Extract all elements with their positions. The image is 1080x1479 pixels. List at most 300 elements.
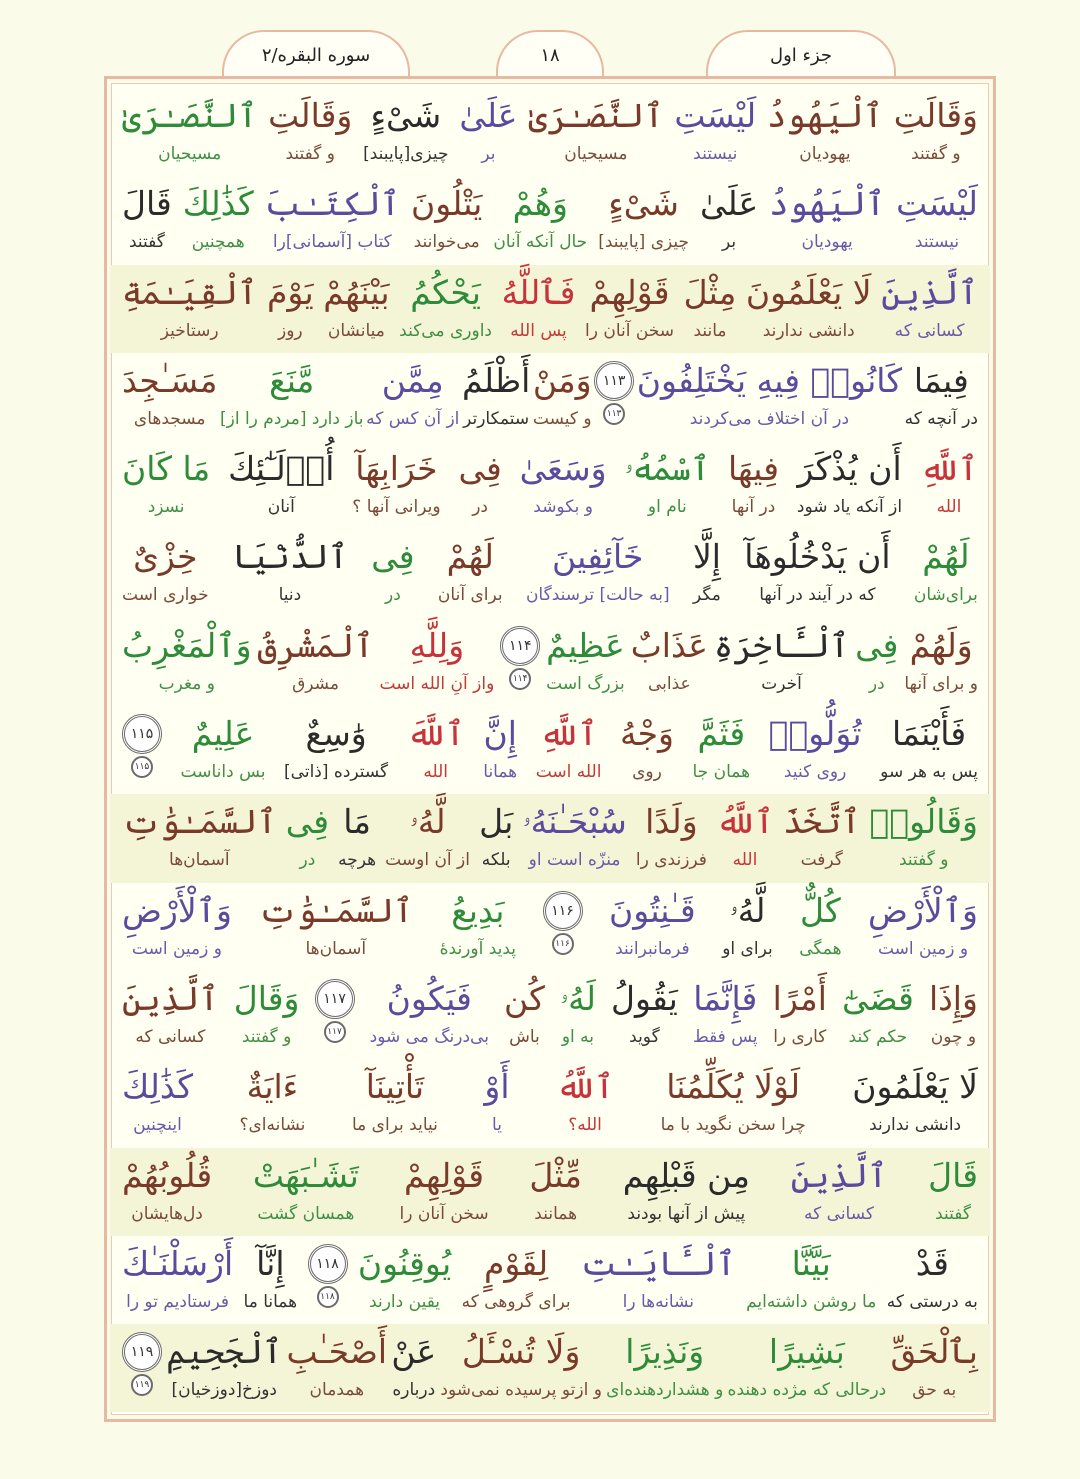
arabic-word: أَمْرًا xyxy=(772,978,827,1018)
word-pair xyxy=(286,794,329,882)
word-pair xyxy=(234,971,300,1059)
persian-translation: کسانی که xyxy=(135,1026,206,1047)
persian-translation: و کیست xyxy=(532,408,592,429)
ayah-end-marker xyxy=(500,618,540,706)
persian-translation: و چون xyxy=(930,1026,977,1047)
arabic-word: فِى xyxy=(371,537,415,577)
arabic-word: لَوْلَا يُكَلِّمُنَا xyxy=(666,1067,801,1107)
persian-translation: و مغرب xyxy=(158,673,215,694)
persian-translation: بس داناست xyxy=(180,762,266,783)
arabic-word: ٱسْمُهُۥ xyxy=(624,449,711,489)
persian-translation: برای او xyxy=(722,938,773,959)
persian-translation: در آنها xyxy=(731,497,776,518)
word-pair xyxy=(385,794,470,882)
persian-translation: چیزی [پایبند] xyxy=(598,232,690,253)
arabic-word: ٱلْقِيَـٰمَةِ xyxy=(122,272,258,312)
persian-translation: دوزخ[دوزخیان] xyxy=(171,1380,278,1401)
surah-name-tab xyxy=(222,30,410,78)
persian-translation: یقین دارند xyxy=(369,1291,441,1312)
word-pair xyxy=(585,265,674,353)
arabic-word: بَدِيعُ xyxy=(451,890,505,930)
arabic-word: يَقُولُ xyxy=(610,978,678,1018)
persian-translation: از آن کس که xyxy=(366,408,460,429)
verse-line xyxy=(110,1059,990,1147)
word-pair xyxy=(868,883,978,971)
persian-translation: ستمکارتر xyxy=(463,408,530,429)
persian-translation: و زمین است xyxy=(131,938,222,959)
persian-translation: نسزد xyxy=(147,497,185,518)
persian-translation: و برای آنها xyxy=(904,673,978,694)
arabic-word: إِنَّ xyxy=(483,714,517,754)
arabic-word: لَّهُۥ xyxy=(729,890,766,930)
persian-translation: مشرق xyxy=(292,673,339,694)
word-pair xyxy=(661,1059,806,1147)
ayah-end-marker xyxy=(543,883,583,971)
arabic-word: كُن xyxy=(504,978,545,1018)
persian-translation: [به حالت] ترسندگان xyxy=(525,585,670,606)
arabic-word: مِثْلَ xyxy=(683,272,737,312)
juz-label: جزء اول xyxy=(769,44,832,66)
arabic-word: إِلَّا xyxy=(692,537,721,577)
word-pair xyxy=(220,353,364,441)
persian-translation: گرفت xyxy=(800,850,843,871)
arabic-word: وَٰسِعٌ xyxy=(305,714,367,754)
arabic-word: أَوْ xyxy=(484,1067,510,1107)
arabic-word: عَلِيمٌ xyxy=(191,714,255,754)
word-pair xyxy=(504,971,545,1059)
persian-translation: پدید آورندهٔ xyxy=(439,938,517,959)
persian-translation: فرزندی را xyxy=(635,850,707,871)
arabic-word: لَهُمْ xyxy=(922,537,970,577)
persian-translation: الله xyxy=(936,497,962,518)
persian-translation: گفتند xyxy=(128,232,165,253)
persian-translation: که در آیند در آنها xyxy=(759,585,876,606)
word-pair xyxy=(700,176,758,264)
ayah-number-icon: ۱۱۹ xyxy=(122,1332,162,1372)
word-pair xyxy=(533,353,592,441)
word-pair xyxy=(122,176,172,264)
ayah-number-small-icon: ۱۱۸ xyxy=(317,1286,339,1308)
arabic-word: عَلَىٰ xyxy=(459,96,518,135)
word-pair xyxy=(232,529,348,617)
word-pair xyxy=(529,1148,582,1236)
persian-translation: یا xyxy=(492,1115,502,1136)
word-pair xyxy=(239,1059,305,1147)
arabic-word: وَقَالُوا۟ xyxy=(869,802,978,842)
persian-translation: فرستادیم تو را xyxy=(126,1291,230,1312)
arabic-word: قَوْلِهِمْ xyxy=(589,272,670,312)
arabic-word: ٱلْكِتَـٰبَ xyxy=(264,184,401,224)
word-pair xyxy=(391,1324,436,1412)
persian-translation: نیستند xyxy=(914,232,960,253)
persian-translation: روز xyxy=(277,320,303,341)
word-pair xyxy=(181,706,266,794)
word-pair xyxy=(791,1148,888,1236)
arabic-word: لَا يَعْلَمُونَ xyxy=(745,272,872,312)
arabic-word: وَٱلْأَرْضِ xyxy=(868,890,978,930)
word-pair xyxy=(122,618,252,706)
word-pair xyxy=(528,88,663,176)
word-pair xyxy=(526,529,670,617)
arabic-word: خِزْىٌ xyxy=(133,537,198,577)
word-pair xyxy=(581,1236,736,1324)
word-pair xyxy=(268,88,352,176)
arabic-word: ٱللَّهِ xyxy=(539,714,598,754)
persian-translation: باز دارد [مردم را از] xyxy=(219,408,364,429)
persian-translation: کسانی که xyxy=(894,320,965,341)
arabic-word: ٱلَّذِينَ xyxy=(790,1155,888,1195)
persian-translation: گفتند xyxy=(935,1203,971,1224)
ayah-number-small-icon: ۱۱۵ xyxy=(131,756,153,778)
arabic-word: بَيْنَهُمْ xyxy=(323,272,390,312)
persian-translation: پس به هر سو xyxy=(880,762,978,783)
persian-translation: یهودیان xyxy=(799,144,851,164)
persian-translation: داوری می‌کند xyxy=(399,320,492,341)
ayah-number-icon: ۱۱۶ xyxy=(543,891,583,931)
ayah-number-icon: ۱۱۷ xyxy=(315,979,355,1019)
persian-translation: همسان گشت xyxy=(257,1203,355,1224)
word-pair xyxy=(744,529,890,617)
word-pair xyxy=(459,88,517,176)
arabic-word: فِى xyxy=(285,802,330,842)
arabic-word: كُلٌّ xyxy=(800,890,841,930)
word-pair xyxy=(674,88,756,176)
word-pair xyxy=(379,618,494,706)
persian-translation: دانشی ندارند xyxy=(762,320,855,341)
persian-translation: بلکه xyxy=(481,850,511,871)
word-pair xyxy=(928,1148,978,1236)
persian-translation: به درستی که xyxy=(886,1291,978,1312)
persian-translation: کتاب [آسمانی]را xyxy=(272,232,392,253)
word-pair xyxy=(371,529,414,617)
arabic-word: قَالَ xyxy=(928,1155,978,1195)
arabic-word: ٱلْـَٔايَـٰتِ xyxy=(580,1243,736,1283)
word-pair xyxy=(370,971,489,1059)
word-pair xyxy=(693,971,758,1059)
word-pair xyxy=(440,883,516,971)
persian-translation: به حق xyxy=(912,1380,957,1401)
persian-translation: عذابی xyxy=(647,673,691,694)
word-pair xyxy=(407,706,465,794)
persian-translation: آسمان‌ها xyxy=(305,938,367,959)
word-pair xyxy=(769,176,885,264)
arabic-word: ٱلَّذِينَ xyxy=(881,272,978,312)
word-pair xyxy=(363,88,448,176)
word-pair xyxy=(929,971,978,1059)
persian-translation: هرچه xyxy=(338,850,377,871)
word-pair xyxy=(284,706,388,794)
arabic-word: لِقَوْمٍ xyxy=(483,1243,549,1283)
arabic-word: ٱلْجَحِيمِ xyxy=(166,1332,283,1372)
verse-line xyxy=(110,88,990,176)
arabic-word: عَذَابٌ xyxy=(630,625,708,665)
arabic-word: كَذَٰلِكَ xyxy=(182,184,254,224)
ayah-number-small-icon: ۱۱۹ xyxy=(131,1374,153,1396)
persian-translation: یهودیان xyxy=(801,232,853,253)
persian-translation: و گفتند xyxy=(241,1026,292,1047)
persian-translation: و گفتند xyxy=(285,144,335,164)
arabic-word: ٱلْـَٔاخِرَةِ xyxy=(713,625,850,665)
persian-translation: رستاخیز xyxy=(160,320,219,341)
word-pair xyxy=(122,794,277,882)
arabic-word: وَإِذَا xyxy=(928,978,978,1018)
ayah-end-marker xyxy=(122,706,162,794)
word-pair xyxy=(358,1236,451,1324)
word-pair xyxy=(728,441,779,529)
ayah-number-small-icon: ۱۱۷ xyxy=(324,1021,346,1043)
persian-translation: ویرانی آنها ؟ xyxy=(352,497,441,518)
persian-translation: آخرت xyxy=(761,673,802,694)
ayah-end-marker xyxy=(308,1236,348,1324)
verse-line xyxy=(110,1324,990,1412)
persian-translation: مانند xyxy=(693,320,727,341)
word-pair xyxy=(769,706,862,794)
persian-translation: خواری است xyxy=(122,585,209,606)
arabic-word: وَهُمْ xyxy=(512,184,568,224)
arabic-word: قُلُوبُهُمْ xyxy=(122,1155,213,1195)
persian-translation: و گفتند xyxy=(899,850,949,871)
arabic-word: لَهُۥ xyxy=(559,978,596,1018)
word-pair xyxy=(716,794,774,882)
arabic-word: وَقَالَتِ xyxy=(893,96,978,135)
arabic-word: عَنْ xyxy=(391,1332,437,1372)
word-pair xyxy=(122,883,232,971)
persian-translation: از آن اوست xyxy=(385,850,470,871)
arabic-word: ٱلْيَهُودُ xyxy=(766,96,883,135)
arabic-word: ٱلْيَهُودُ xyxy=(769,184,886,224)
persian-translation: بزرگ است xyxy=(546,673,625,694)
arabic-word: سُبْحَـٰنَهُۥ xyxy=(522,802,627,842)
word-pair xyxy=(484,1059,509,1147)
word-pair xyxy=(606,1324,723,1412)
arabic-word: فِى xyxy=(458,449,502,489)
persian-translation: الله؟ xyxy=(568,1115,602,1136)
persian-translation: و ازتو پرسیده نمی‌شود xyxy=(440,1380,602,1401)
word-pair xyxy=(870,794,978,882)
word-pair xyxy=(904,618,978,706)
persian-translation: منزّه است او xyxy=(528,850,621,871)
persian-translation: در xyxy=(299,850,316,871)
arabic-word: ٱلْمَشْرِقُ xyxy=(257,625,374,665)
persian-translation: اینچنین xyxy=(133,1115,182,1136)
arabic-word: شَىْءٍ xyxy=(370,96,442,135)
verse-line xyxy=(110,971,990,1059)
arabic-word: إِنَّآ xyxy=(256,1243,285,1283)
arabic-word: وَمَنْ xyxy=(532,360,592,400)
word-pair xyxy=(905,353,978,441)
ayah-number-small-icon: ۱۱۶ xyxy=(552,933,574,955)
persian-translation: الله است xyxy=(535,762,602,783)
surah-label: سوره البقره/۲ xyxy=(261,44,371,66)
word-pair xyxy=(522,794,626,882)
persian-translation: برای‌شان xyxy=(913,585,978,606)
persian-translation: مسیحیان xyxy=(158,144,222,164)
arabic-word: بَل xyxy=(479,802,514,842)
word-pair xyxy=(855,618,898,706)
arabic-word: وَنَذِيرًا xyxy=(625,1332,705,1372)
word-pair xyxy=(887,1236,978,1324)
arabic-word: مَا كَانَ xyxy=(122,449,211,489)
persian-translation: الله xyxy=(423,762,449,783)
persian-translation: باش xyxy=(509,1026,540,1047)
arabic-word: وَٱلْمَغْرِبُ xyxy=(122,625,252,665)
arabic-word: ٱلسَّمَـٰوَٰتِ xyxy=(258,890,414,930)
verse-line xyxy=(110,1236,990,1324)
arabic-word: يَحْكُمُ xyxy=(410,272,481,312)
word-pair xyxy=(609,883,696,971)
persian-translation: نیاید برای ما xyxy=(351,1115,438,1136)
persian-translation: و بکوشد xyxy=(533,497,593,518)
word-pair xyxy=(438,529,503,617)
word-pair xyxy=(637,353,902,441)
word-pair xyxy=(693,706,751,794)
page-number-tab xyxy=(496,30,604,78)
persian-translation: از آنکه یاد شود xyxy=(796,497,903,518)
arabic-word: أَن يُذْكَرَ xyxy=(797,449,902,489)
persian-translation: پس الله xyxy=(510,320,567,341)
word-pair xyxy=(520,441,607,529)
persian-translation: کاری را xyxy=(773,1026,827,1047)
arabic-word: مَّنَعَ xyxy=(269,360,315,400)
word-pair xyxy=(411,176,482,264)
persian-translation: برای آنان xyxy=(437,585,503,606)
persian-translation: به او xyxy=(561,1026,594,1047)
persian-translation: مسجدهای xyxy=(133,408,206,429)
persian-translation: همدمان xyxy=(309,1380,365,1401)
arabic-word: قَضَىٰٓ xyxy=(841,978,914,1018)
persian-translation: بر xyxy=(722,232,737,253)
word-pair xyxy=(122,1236,233,1324)
word-pair xyxy=(636,794,707,882)
verse-line xyxy=(110,353,990,441)
arabic-word: عَلَىٰ xyxy=(700,184,759,224)
arabic-word: تُوَلُّوا۟ xyxy=(768,714,862,754)
word-pair xyxy=(267,265,314,353)
persian-translation: می‌خوانند xyxy=(413,232,480,253)
persian-translation: آسمان‌ها xyxy=(169,850,230,871)
word-pair xyxy=(462,1236,571,1324)
word-pair xyxy=(773,971,827,1059)
word-pair xyxy=(122,441,210,529)
persian-translation: مسیحیان xyxy=(564,144,628,164)
word-pair xyxy=(399,265,492,353)
arabic-word: كَانُوا۟ فِيهِ يَخْتَلِفُونَ xyxy=(636,360,903,400)
persian-translation: کسانی که xyxy=(804,1203,874,1224)
arabic-word: مِمَّن xyxy=(381,360,444,400)
arabic-word: وَجْهُ xyxy=(619,714,674,754)
persian-translation: حکم کند xyxy=(848,1026,908,1047)
word-pair xyxy=(228,441,334,529)
verse-line xyxy=(110,706,990,794)
verse-line xyxy=(110,265,990,353)
arabic-word: ٱلَّذِينَ xyxy=(122,978,219,1018)
arabic-word: فَيَكُونُ xyxy=(386,978,472,1018)
persian-translation: گوید xyxy=(629,1026,660,1047)
word-pair xyxy=(258,618,374,706)
persian-translation: برای گروهی که xyxy=(461,1291,571,1312)
word-pair xyxy=(920,441,978,529)
arabic-word: خَآئِفِينَ xyxy=(552,537,644,577)
arabic-word: شَىْءٍ xyxy=(608,184,679,224)
ayah-end-marker xyxy=(315,971,355,1059)
persian-translation: چرا سخن نگوید با ما xyxy=(660,1115,806,1136)
word-pair xyxy=(852,1059,978,1147)
persian-translation: آنان xyxy=(267,497,295,518)
persian-translation: در xyxy=(385,585,401,606)
verse-line xyxy=(110,883,990,971)
persian-translation: همانا xyxy=(483,762,518,783)
persian-translation: دانشی ندارند xyxy=(869,1115,962,1136)
arabic-word: أَرْسَلْنَـٰكَ xyxy=(122,1243,234,1283)
word-pair xyxy=(546,618,625,706)
verse-line xyxy=(110,794,990,882)
persian-translation: درباره xyxy=(392,1380,436,1401)
persian-translation: دل‌هایشان xyxy=(131,1203,203,1224)
ayah-number-small-icon: ۱۱۴ xyxy=(509,668,531,690)
persian-translation: ما روشن داشته‌ایم xyxy=(746,1291,877,1312)
word-pair xyxy=(122,1148,212,1236)
arabic-word: قَـٰنِتُونَ xyxy=(609,890,696,930)
verse-line xyxy=(110,1148,990,1236)
arabic-word: ٱتَّخَذَ xyxy=(783,802,861,842)
arabic-word: تَأْتِينَآ xyxy=(365,1067,425,1107)
arabic-word: ءَايَةٌ xyxy=(246,1067,299,1107)
word-pair xyxy=(556,1059,614,1147)
page-number: ۱۸ xyxy=(540,44,560,66)
arabic-word: لَهُمْ xyxy=(446,537,494,577)
arabic-word: لَيْسَتِ xyxy=(896,184,978,224)
word-pair xyxy=(560,971,596,1059)
ayah-number-small-icon: ۱۱۳ xyxy=(603,403,625,425)
ayah-number-icon: ۱۱۸ xyxy=(308,1244,348,1284)
persian-translation: و زمین است xyxy=(877,938,969,959)
arabic-word: قَوْلِهِمْ xyxy=(404,1155,485,1195)
arabic-word: يَوْمَ xyxy=(266,272,314,312)
arabic-word: يَتْلُونَ xyxy=(410,184,483,224)
word-pair xyxy=(880,706,978,794)
word-pair xyxy=(122,971,219,1059)
word-pair xyxy=(623,1148,750,1236)
word-pair xyxy=(122,88,257,176)
word-pair xyxy=(728,1324,887,1412)
persian-translation: بر xyxy=(481,144,496,164)
word-pair xyxy=(894,88,978,176)
arabic-word: ٱلسَّمَـٰوَٰتِ xyxy=(122,802,277,842)
ayah-number-icon: ۱۱۵ xyxy=(122,714,162,754)
persian-translation: نشانه‌ای؟ xyxy=(239,1115,306,1136)
arabic-word: فَٱللَّهُ xyxy=(501,272,576,312)
word-pair xyxy=(183,176,254,264)
arabic-word: أُو۟لَـٰٓئِكَ xyxy=(228,449,335,489)
arabic-word: مَسَـٰجِدَ xyxy=(122,360,218,400)
persian-translation: پس فقط xyxy=(692,1026,758,1047)
word-pair xyxy=(783,794,860,882)
arabic-word: وَٱلْأَرْضِ xyxy=(122,890,232,930)
word-pair xyxy=(462,353,530,441)
persian-translation: واز آنِ الله است xyxy=(379,673,495,694)
arabic-word: مِّثْلَ xyxy=(529,1155,582,1195)
persian-translation: درحالی که مژده دهنده xyxy=(727,1380,887,1401)
persian-translation: نیستند xyxy=(693,144,738,164)
arabic-word: بَيَّنَّا xyxy=(791,1243,831,1283)
persian-translation: پیش از آنها بودند xyxy=(627,1203,746,1224)
verse-line xyxy=(110,441,990,529)
persian-translation: مگر xyxy=(693,585,721,606)
word-pair xyxy=(166,1324,282,1412)
arabic-word: فَإِنَّمَا xyxy=(693,978,758,1018)
word-pair xyxy=(625,441,711,529)
arabic-word: كَذَٰلِكَ xyxy=(122,1067,193,1107)
